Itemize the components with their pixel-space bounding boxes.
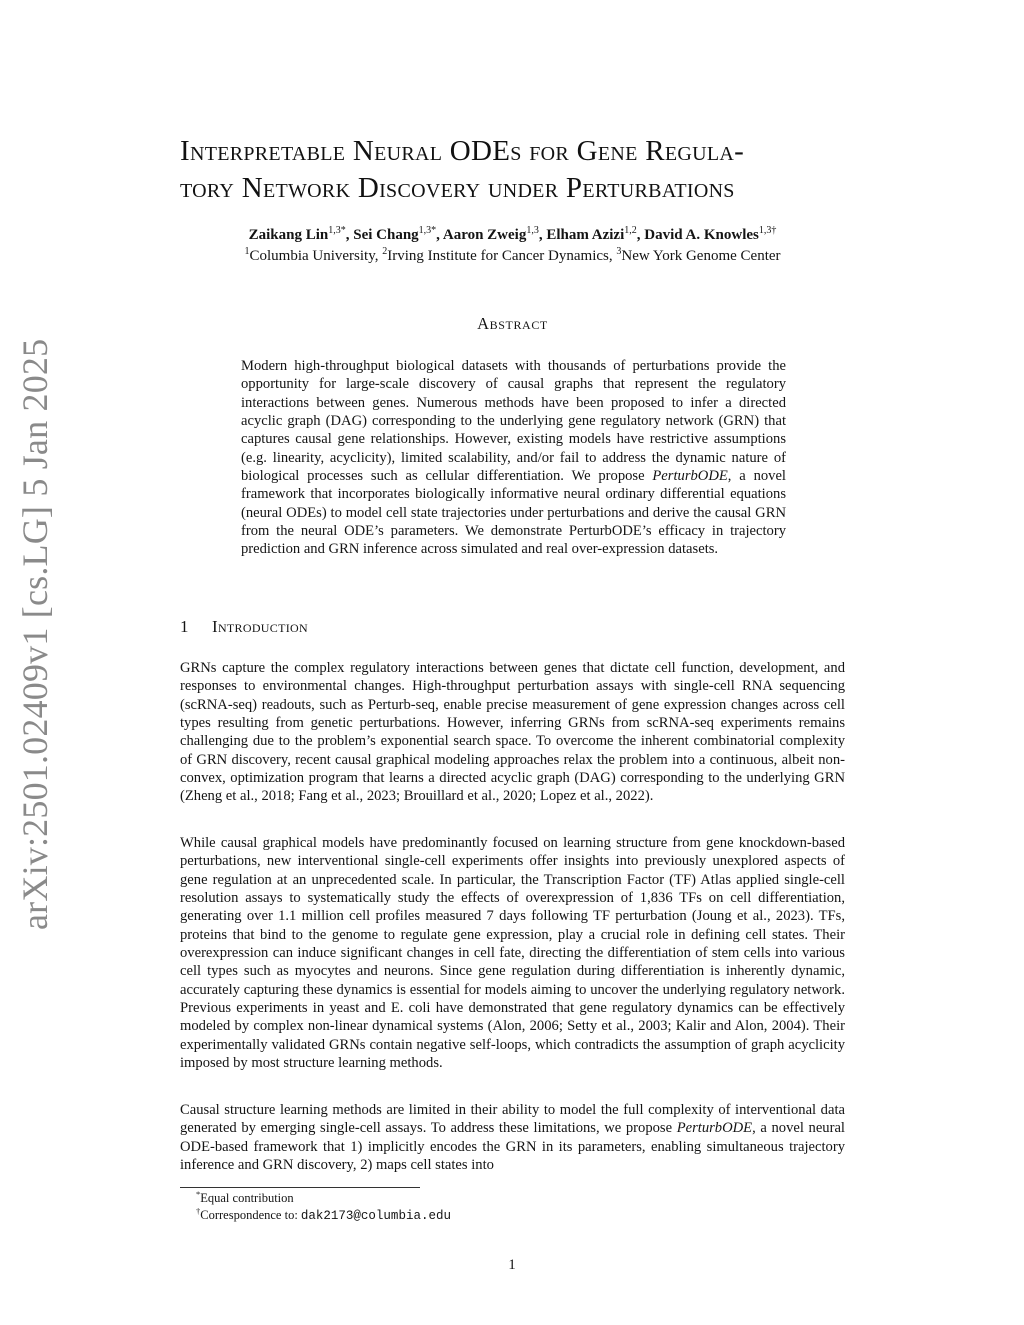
title-line-1: Interpretable Neural ODEs for Gene Regula- <box>180 135 745 167</box>
intro-paragraph-3 <box>180 1101 845 1174</box>
method-name: PerturbODE <box>652 468 728 485</box>
author-name: David A. Knowles <box>644 227 759 243</box>
abstract-text-part: , a novel framework that incorporates biologically informative neural ordinary differential equations (neural ODEs) to model cell state trajectories under perturbations and derive the causal GRN from the neural ODE’s parameters. We demonstrate PerturbODE’s efficacy in trajectory prediction and GRN inference across simulated and real over-expression datasets. <box>241 468 786 558</box>
author-affiliation-mark: 1,2 <box>624 225 637 236</box>
affiliations <box>180 246 845 267</box>
abstract-heading: Abstract <box>477 314 548 333</box>
abstract-text-part: Modern high-throughput biological datasets with thousands of perturbations provide the opportunity for large-scale discovery of causal graphs that represent the regulatory interactions between genes. Numerous methods have been proposed to infer a directed acyclic graph (DAG) corresponding to the underlying gene regulatory network (GRN) that captures causal gene relationships. However, existing models have restrictive assumptions (e.g. linearity, acyclicity), limited scalability, and/or fail to address the dynamic nature of biological processes such as cellular differentiation. We propose <box>241 358 786 485</box>
correspondence-email: dak2173@columbia.edu <box>300 1209 451 1223</box>
affiliation: Columbia University, <box>249 248 383 264</box>
author-name: Elham Azizi <box>546 227 625 243</box>
footnote-divider <box>180 1187 420 1188</box>
method-name: PerturbODE <box>676 1120 753 1137</box>
affiliation-number: 1 <box>244 246 250 257</box>
author-name: Zaikang Lin <box>248 227 329 243</box>
footnote-equal-contribution <box>196 1190 451 1207</box>
intro-paragraph-1: GRNs capture the complex regulatory interactions between genes that dictate cell function, development, and responses to environmental changes. High-throughput perturbation assays with single-cell RNA sequencing (scRNA-seq) readouts, such as Perturb-seq, enable precise measurement of gene expression changes across cell types resulting from genetic perturbations. However, inferring GRNs from scRNA-seq experiments remains challenging due to the problem’s exponential search space. To overcome the inherent combinatorial complexity of GRN discovery, recent causal graphical modeling approaches relax the problem into a continuous, albeit non-convex, optimization program that learns a directed acyclic graph (DAG) corresponding to the underlying GRN (Zheng et al., 2018; Fang et al., 2023; Brouillard et al., 2020; Lopez et al., 2022). <box>180 660 845 805</box>
affiliation: Irving Institute for Cancer Dynamics, <box>387 248 617 264</box>
footnote-correspondence <box>196 1207 451 1225</box>
paper-title <box>180 133 860 207</box>
author-name: Aaron Zweig <box>442 227 527 243</box>
footnote-mark: * <box>196 1188 201 1199</box>
paragraph-text-part: , a novel neural ODE-based framework that 1) implicitly encodes the GRN in its parameters, enabling simultaneous trajectory inference and GRN discovery, 2) maps cell states into <box>180 1120 845 1174</box>
page-number: 1 <box>508 1257 516 1273</box>
author-block <box>180 225 845 267</box>
footnote-text: Correspondence to: <box>200 1208 301 1222</box>
footnote-text: Equal contribution <box>200 1191 294 1205</box>
intro-paragraph-2: While causal graphical models have predominantly focused on learning structure from gene knockdown-based perturbations, new interventional single-cell experiments offer insights into previously unexplored aspects of gene regulation at an unprecedented scale. In particular, the Transcription Factor (TF) Atlas applied single-cell resolution assays to systematically study the effects of overexpression of 1,836 TFs on cell differentiation, generating over 1.1 million cell profiles measured 7 days following TF perturbation (Joung et al., 2023). TFs, proteins that bind to the genome to regulate gene expression, play a crucial role in defining cell states. Their overexpression can induce significant changes in cell fate, directing the differentiation of stem cells into various cell types such as myocytes and neurons. Since gene regulation during differentiation is inherently dynamic, accurately capturing these dynamics is essential for models aiming to uncover the underlying regulatory network. Previous experiments in yeast and E. coli have demonstrated that gene regulatory dynamics can be effectively modeled by complex non-linear dynamical systems (Alon, 2006; Setty et al., 2003; Kalir and Alon, 2004). Their experimentally validated GRNs contain negative self-loops, which contradicts the assumption of graph acyclicity imposed by most structure learning methods. <box>180 835 845 1072</box>
author-affiliation-mark: 1,3† <box>758 225 777 236</box>
footnotes <box>196 1190 451 1225</box>
author-names: Zaikang Lin$^{1,3*}$, Sei Chang$^{1,3*}$, Aaron Zweig$^{1,3}$, Elham Azizi$^{1,2}$, David A. Knowles$^{1,3\dagger}$ <box>248 225 777 243</box>
abstract-text <box>241 357 786 559</box>
arxiv-identifier: arXiv:2501.02409v1 [cs.LG] 5 Jan 2025 <box>15 338 55 930</box>
section-heading <box>180 617 308 637</box>
paragraph-text-part: Causal structure learning methods are limited in their ability to model the full complexity of interventional data generated by emerging single-cell assays. To address these limitations, we propose <box>180 1102 845 1137</box>
section-title: Introduction <box>212 617 308 636</box>
affiliation: New York Genome Center <box>621 248 781 264</box>
affiliation-number: 3 <box>616 246 622 257</box>
author-affiliation-mark: 1,3* <box>328 225 346 236</box>
title-line-2: tory Network Discovery under Perturbations <box>180 172 735 204</box>
author-affiliation-mark: 1,3 <box>526 225 539 236</box>
author-name: Sei Chang <box>353 227 419 243</box>
footnote-mark: † <box>196 1205 201 1216</box>
affiliation-number: 2 <box>382 246 388 257</box>
section-number: 1 <box>180 617 189 636</box>
author-affiliation-mark: 1,3* <box>418 225 437 236</box>
